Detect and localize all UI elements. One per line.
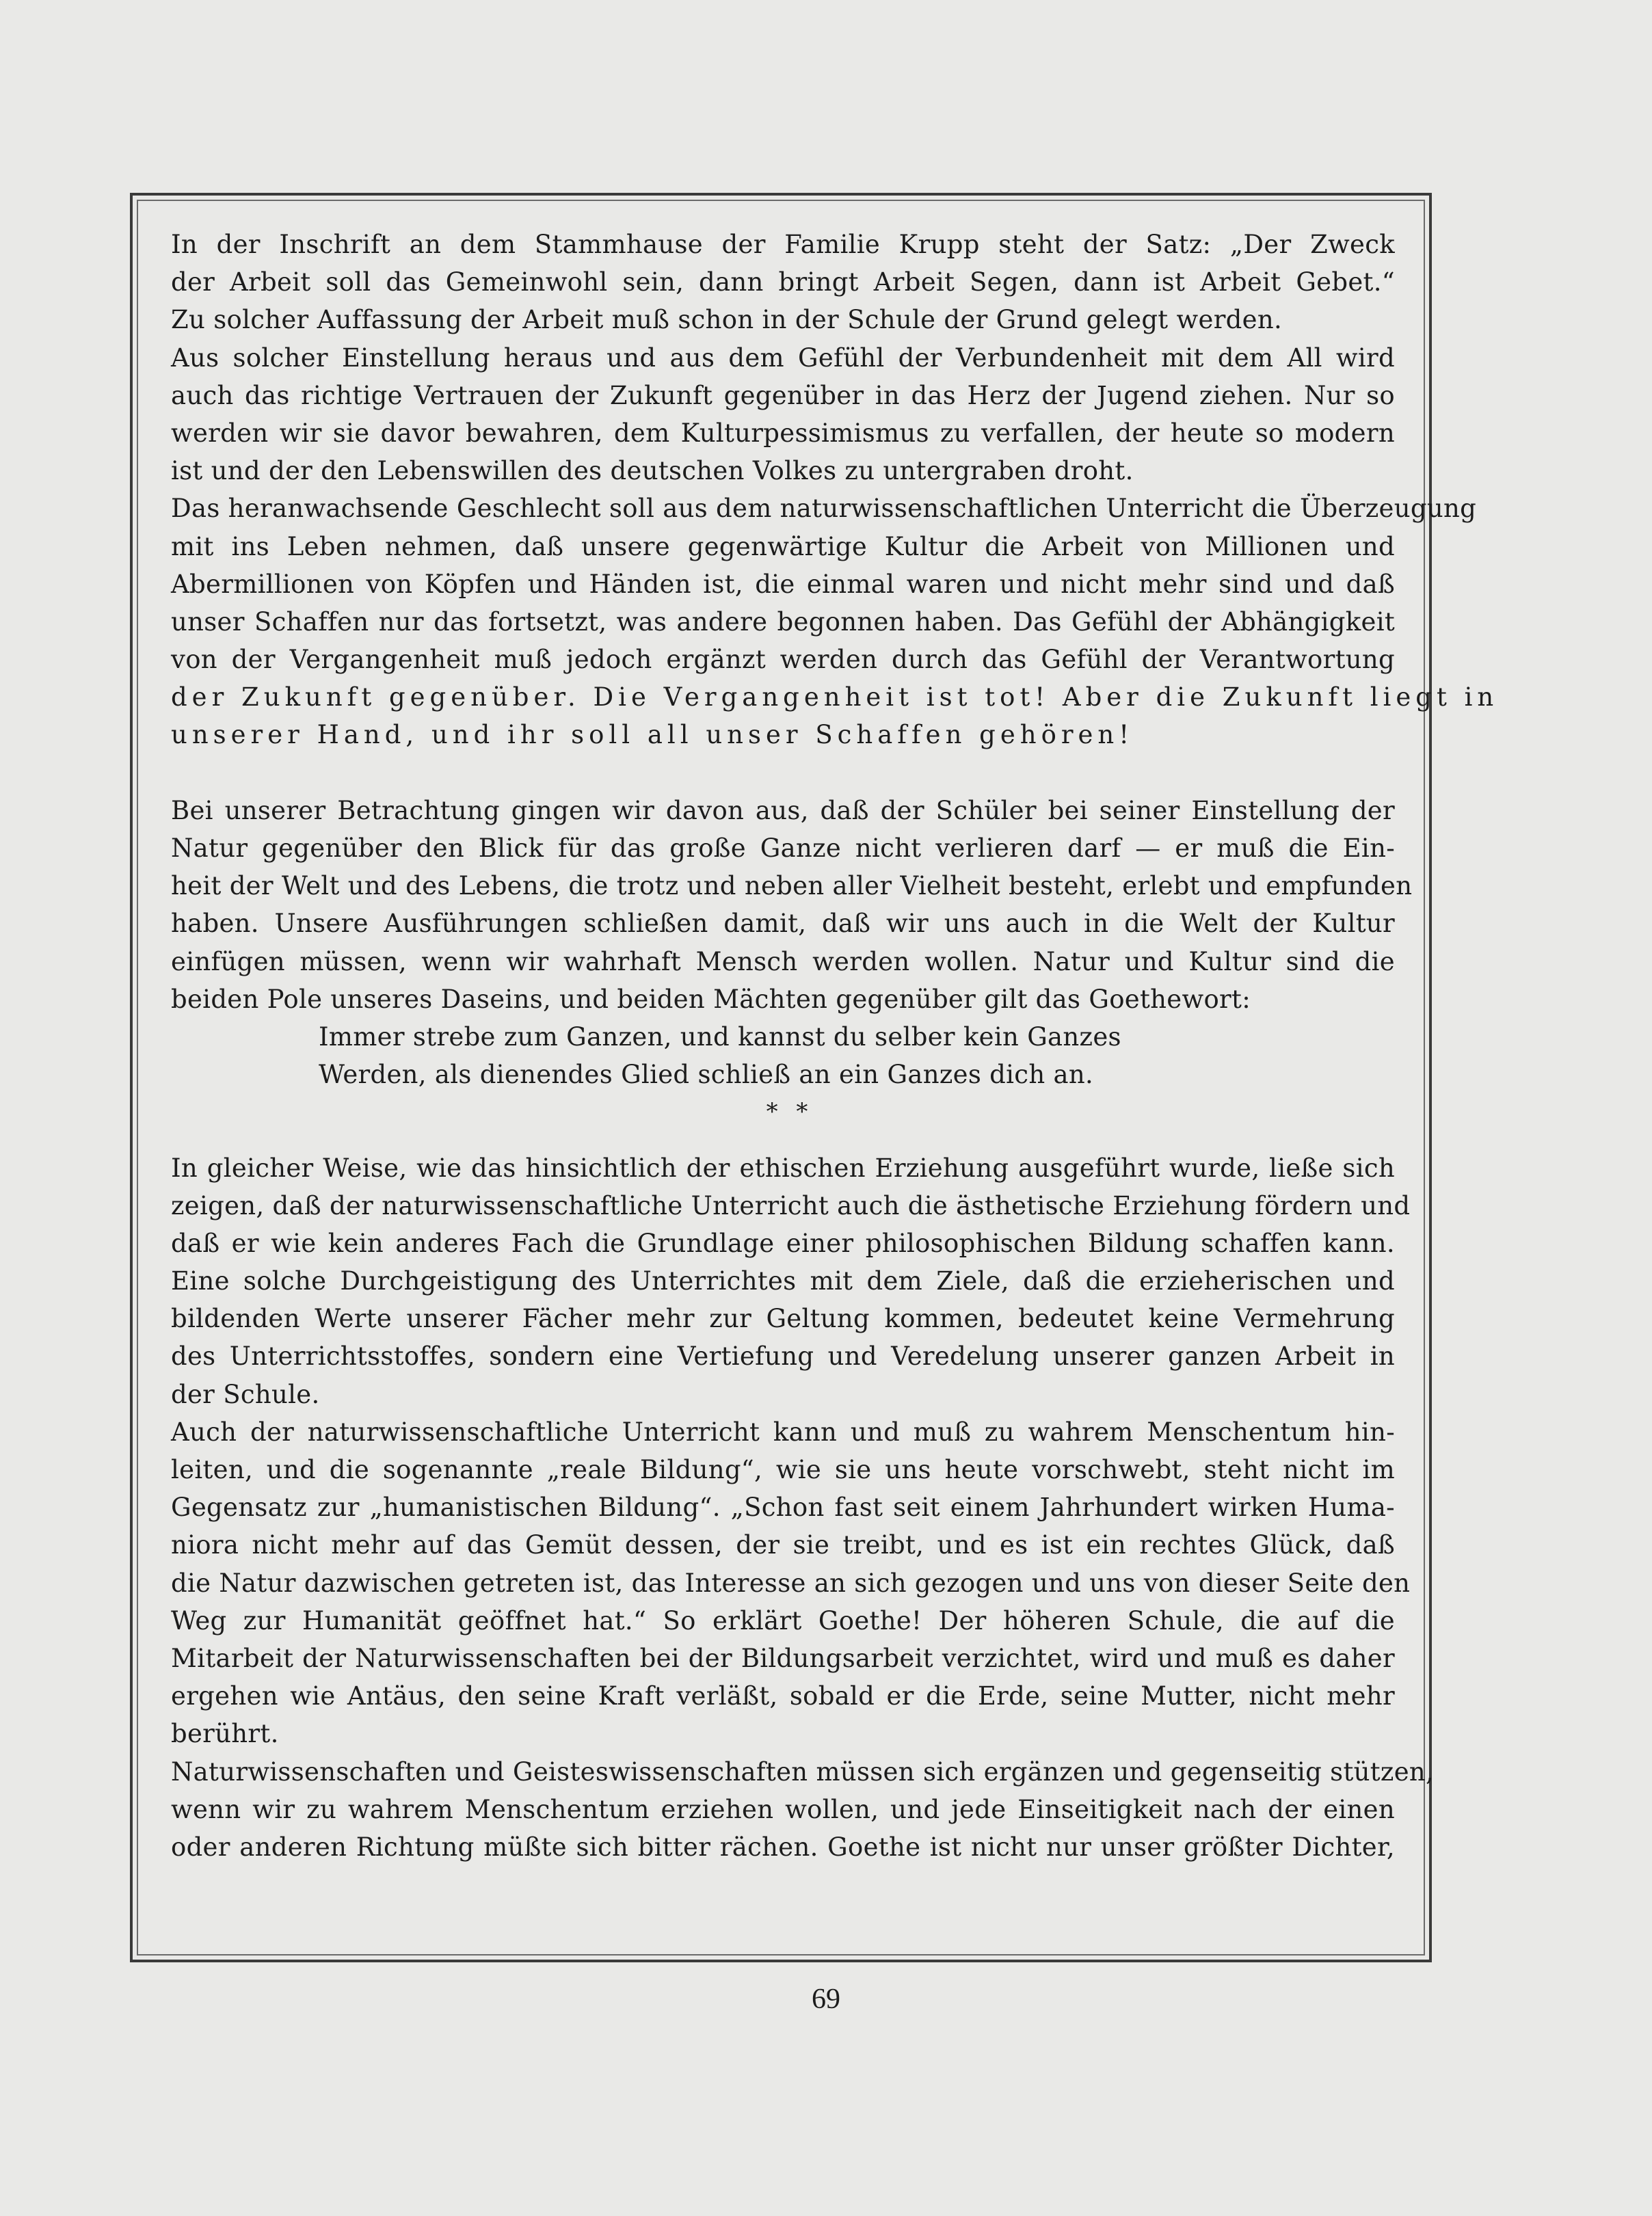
body-text [171, 226, 1499, 1866]
text-line: Das heranwachsende Geschlecht soll aus dem naturwissenschaftlichen Unterricht die Überzeugung [171, 494, 1477, 524]
text-line: ist und der den Lebenswillen des deutschen Volkes zu untergraben droht. [171, 456, 1134, 486]
text-line: ergehen wie Antäus, den seine Kraft verläßt, sobald er die Erde, seine Mutter, nicht mehr [171, 1681, 1395, 1711]
text-line: unser Schaffen nur das fortsetzt, was andere begonnen haben. Das Gefühl der Abhängigkeit [171, 606, 1395, 637]
text-line: beiden Pole unseres Daseins, und beiden Mächten gegenüber gilt das Goethewort: [171, 984, 1251, 1014]
text-line: Eine solche Durchgeistigung des Unterrichtes mit dem Ziele, daß die erzieherischen und [171, 1266, 1395, 1296]
text-line: heit der Welt und des Lebens, die trotz und neben aller Vielheit besteht, erlebt und empfunden [171, 871, 1413, 901]
verse-line: Immer strebe zum Ganzen, und kannst du selber kein Ganzes [319, 1022, 1121, 1052]
text-line: Aus solcher Einstellung heraus und aus dem Gefühl der Verbundenheit mit dem All wird [171, 343, 1395, 373]
text-line: einfügen müssen, wenn wir wahrhaft Mensch werden wollen. Natur und Kultur sind die [171, 946, 1395, 976]
text-line: daß er wie kein anderes Fach die Grundlage einer philosophischen Bildung schaffen kann. [171, 1228, 1395, 1258]
text-line: von der Vergangenheit muß jedoch ergänzt werden durch das Gefühl der Verantwortung [171, 645, 1395, 675]
text-line: berührt. [171, 1719, 279, 1749]
text-line: des Unterrichtsstoffes, sondern eine Vertiefung und Veredelung unserer ganzen Arbeit in [171, 1341, 1395, 1372]
text-line: Mitarbeit der Naturwissenschaften bei der Bildungsarbeit verzichtet, wird und muß es daher [171, 1643, 1395, 1673]
text-line: Abermillionen von Köpfen und Händen ist, die einmal waren und nicht mehr sind und daß [171, 569, 1395, 599]
text-line: werden wir sie davor bewahren, dem Kulturpessimismus zu verfallen, der heute so modern [171, 418, 1395, 448]
paragraph-gap [171, 754, 1395, 792]
text-line: Naturwissenschaften und Geisteswissenschaften müssen sich ergänzen und gegenseitig stützen, [171, 1757, 1435, 1787]
text-line: oder anderen Richtung müßte sich bitter rächen. Goethe ist nicht nur unser größter Dichter, [171, 1832, 1395, 1862]
text-line: der Schule. [171, 1379, 320, 1409]
section-separator: * * [766, 1098, 814, 1126]
text-line: mit ins Leben nehmen, daß unsere gegenwärtige Kultur die Arbeit von Millionen und [171, 531, 1395, 561]
text-line: Natur gegenüber den Blick für das große Ganze nicht verlieren darf — er muß die Ein- [171, 833, 1395, 863]
text-line: wenn wir zu wahrem Menschentum erziehen wollen, und jede Einseitigkeit nach der einen [171, 1794, 1395, 1824]
text-line: haben. Unsere Ausführungen schließen damit, daß wir uns auch in die Welt der Kultur [171, 909, 1395, 939]
text-line: Gegensatz zur „humanistischen Bildung“. „Schon fast seit einem Jahrhundert wirken Huma- [171, 1493, 1395, 1523]
text-line: die Natur dazwischen getreten ist, das Interesse an sich gezogen und uns von dieser Seite den [171, 1568, 1411, 1598]
text-line: Weg zur Humanität geöffnet hat.“ So erklärt Goethe! Der höheren Schule, die auf die [171, 1605, 1395, 1636]
verse-line: Werden, als dienendes Glied schließ an ein Ganzes dich an. [319, 1060, 1094, 1090]
text-line: der Arbeit soll das Gemeinwohl sein, dann bringt Arbeit Segen, dann ist Arbeit Gebet.“ [171, 267, 1395, 297]
text-line: In der Inschrift an dem Stammhause der Familie Krupp steht der Satz: „Der Zweck [171, 230, 1395, 259]
text-line: niora nicht mehr auf das Gemüt dessen, der sie treibt, und es ist ein rechtes Glück, daß [171, 1530, 1395, 1560]
text-line-emphasis: unserer Hand, und ihr soll all unser Schaffen gehören! [171, 720, 1134, 750]
page-number: 69 [812, 1984, 840, 2015]
text-line: Auch der naturwissenschaftliche Unterricht kann und muß zu wahrem Menschentum hin- [171, 1417, 1395, 1447]
text-line: bildenden Werte unserer Fächer mehr zur Geltung kommen, bedeutet keine Vermehrung [171, 1304, 1395, 1334]
text-line: Zu solcher Auffassung der Arbeit muß schon in der Schule der Grund gelegt werden. [171, 305, 1283, 335]
text-line: auch das richtige Vertrauen der Zukunft gegenüber in das Herz der Jugend ziehen. Nur so [171, 380, 1395, 410]
text-line: zeigen, daß der naturwissenschaftliche Unterricht auch die ästhetische Erziehung fördern und [171, 1190, 1411, 1220]
paragraph-gap [171, 1132, 1395, 1149]
text-line-emphasis: der Zukunft gegenüber. Die Vergangenheit ist tot! Aber die Zukunft liegt in [171, 682, 1499, 712]
text-line: Bei unserer Betrachtung gingen wir davon aus, daß der Schüler bei seiner Einstellung der [171, 795, 1395, 825]
text-line: In gleicher Weise, wie das hinsichtlich der ethischen Erziehung ausgeführt wurde, ließe sich [171, 1153, 1395, 1183]
text-line: leiten, und die sogenannte „reale Bildung“, wie sie uns heute vorschwebt, steht nicht im [171, 1455, 1395, 1484]
